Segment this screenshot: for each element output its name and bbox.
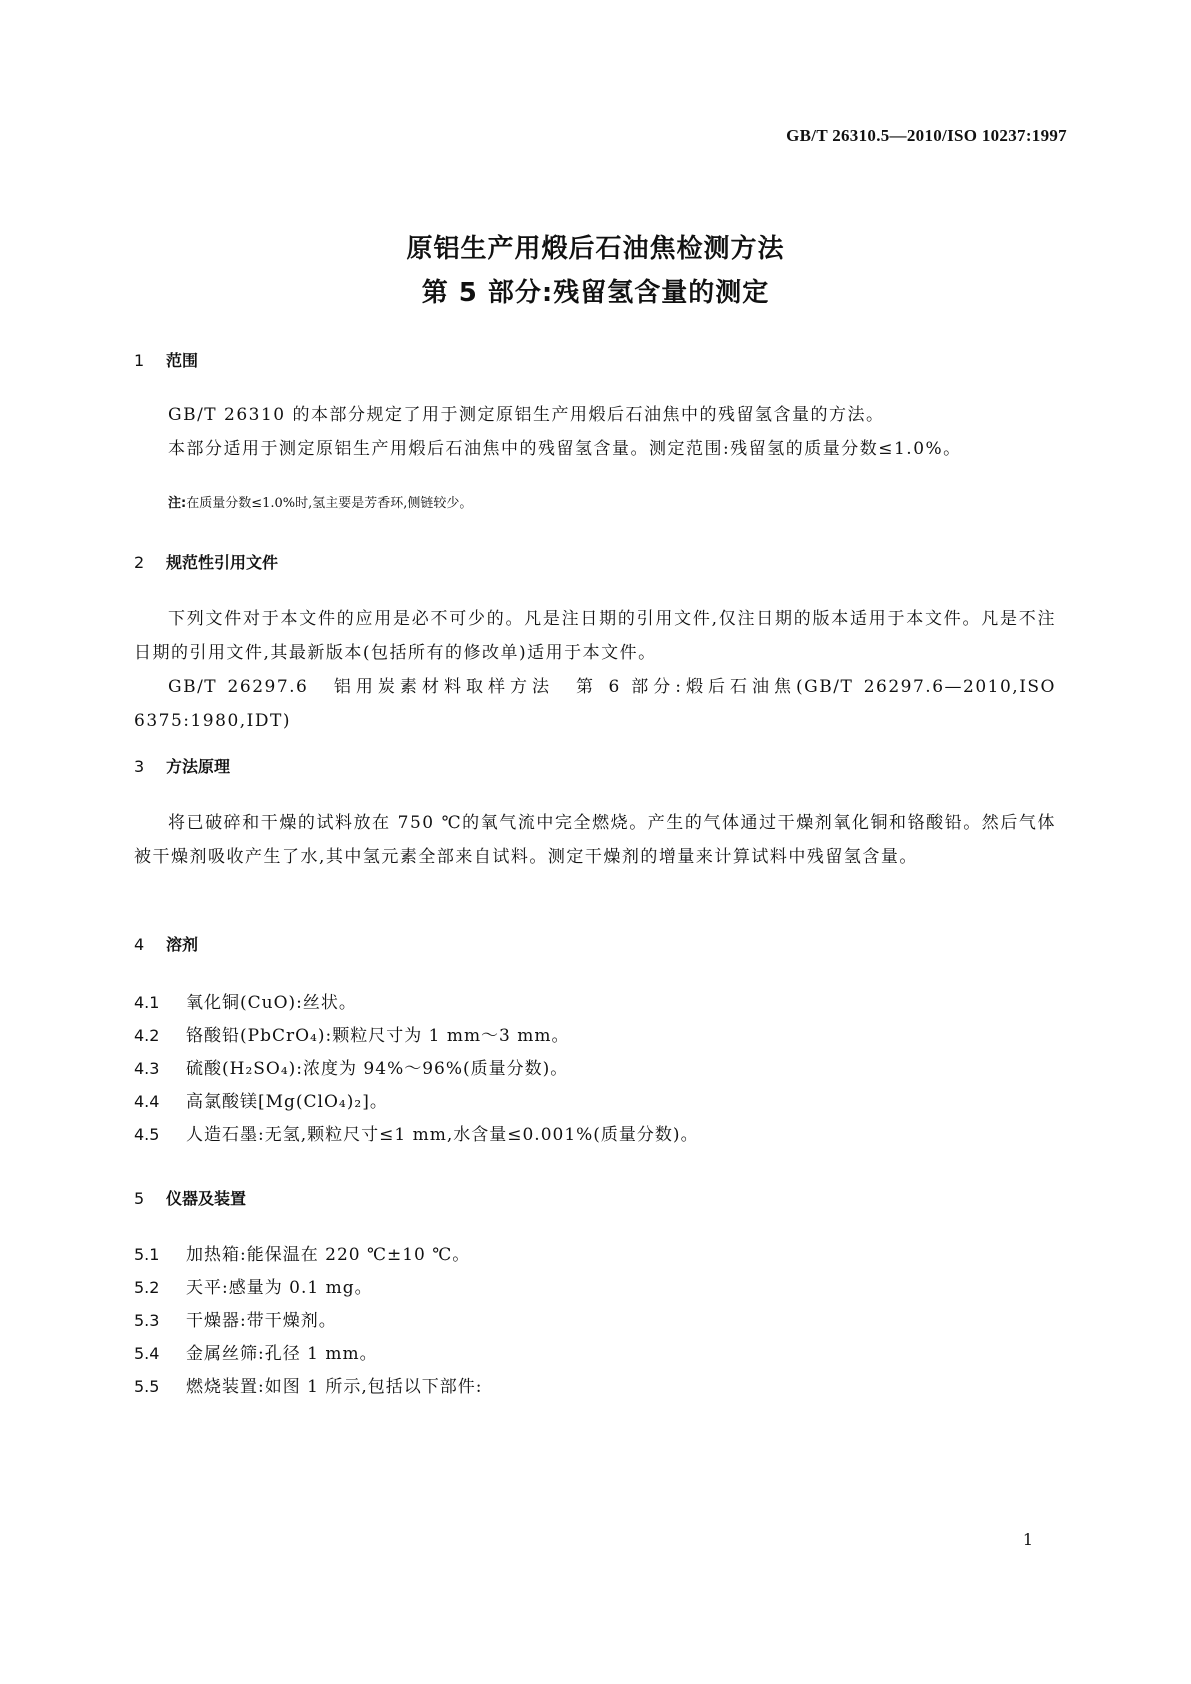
item-text: 天平:感量为 0.1 mg。 [186, 1278, 373, 1298]
item-number: 4.1 [134, 993, 160, 1012]
section-number: 2 [134, 553, 145, 572]
section-number: 5 [134, 1189, 145, 1208]
section-number: 1 [134, 351, 145, 370]
item-number: 4.2 [134, 1026, 160, 1045]
item-number: 5.2 [134, 1278, 160, 1297]
list-item [134, 1339, 378, 1364]
list-item [134, 1372, 482, 1397]
section-number: 3 [134, 757, 145, 776]
section-2-reference: GB/T 26297.6 铝用炭素材料取样方法 第 6 部分:煅后石油焦(GB/T 26297.6—2010,ISO 6375:1980,IDT) [134, 677, 1056, 731]
section-title: 方法原理 [166, 757, 231, 776]
section-title: 规范性引用文件 [166, 553, 279, 572]
item-number: 5.1 [134, 1245, 160, 1264]
list-item [134, 1021, 570, 1046]
list-item [134, 1087, 388, 1112]
item-text: 铬酸铅(PbCrO₄):颗粒尺寸为 1 mm～3 mm。 [186, 1026, 570, 1046]
section-1-heading [134, 348, 198, 371]
section-title: 仪器及装置 [166, 1189, 247, 1208]
item-number: 4.3 [134, 1059, 160, 1078]
item-text: 加热箱:能保温在 220 ℃±10 ℃。 [186, 1245, 471, 1265]
item-text: 氧化铜(CuO):丝状。 [186, 993, 357, 1013]
note-text: 在质量分数≤1.0%时,氢主要是芳香环,侧链较少。 [186, 496, 473, 511]
item-number: 5.5 [134, 1377, 160, 1396]
section-title: 溶剂 [166, 935, 199, 954]
item-number: 4.5 [134, 1125, 160, 1144]
page-number: 1 [1022, 1530, 1033, 1549]
item-text: 金属丝筛:孔径 1 mm。 [186, 1344, 378, 1364]
item-text: 干燥器:带干燥剂。 [186, 1311, 337, 1331]
item-text: 硫酸(H₂SO₄):浓度为 94%～96%(质量分数)。 [186, 1059, 569, 1079]
item-number: 5.3 [134, 1311, 160, 1330]
section-title: 范围 [166, 351, 199, 370]
section-1-paragraph-1: GB/T 26310 的本部分规定了用于测定原铝生产用煅后石油焦中的残留氢含量的方法。 [168, 405, 885, 425]
standard-code: GB/T 26310.5—2010/ISO 10237:1997 [786, 126, 1067, 145]
list-item [134, 1273, 373, 1298]
section-3-paragraph-1: 将已破碎和干燥的试料放在 750 ℃的氧气流中完全燃烧。产生的气体通过干燥剂氧化铜和铬酸铅。然后气体被干燥剂吸收产生了水,其中氢元素全部来自试料。测定干燥剂的增量来计算试料中残留氢含量。 [134, 813, 1056, 867]
list-item [134, 988, 357, 1013]
section-2-heading [134, 550, 278, 573]
list-item [134, 1306, 337, 1331]
document-title-line-1: 原铝生产用煅后石油焦检测方法 [406, 234, 785, 264]
item-text: 高氯酸镁[Mg(ClO₄)₂]。 [186, 1092, 388, 1112]
item-text: 燃烧装置:如图 1 所示,包括以下部件: [186, 1377, 483, 1397]
item-number: 4.4 [134, 1092, 160, 1111]
section-2-paragraph-1: 下列文件对于本文件的应用是必不可少的。凡是注日期的引用文件,仅注日期的版本适用于本文件。凡是不注日期的引用文件,其最新版本(包括所有的修改单)适用于本文件。 [134, 609, 1056, 663]
note-label: 注: [168, 496, 187, 511]
section-4-heading [134, 932, 198, 955]
list-item [134, 1054, 568, 1079]
section-1-note [168, 492, 472, 511]
section-1-paragraph-2: 本部分适用于测定原铝生产用煅后石油焦中的残留氢含量。测定范围:残留氢的质量分数≤1.0%。 [168, 439, 962, 459]
section-3-heading [134, 754, 230, 777]
section-5-heading [134, 1186, 246, 1209]
item-number: 5.4 [134, 1344, 160, 1363]
section-number: 4 [134, 935, 145, 954]
list-item [134, 1120, 699, 1145]
document-title-line-2: 第 5 部分:残留氢含量的测定 [421, 278, 770, 308]
item-text: 人造石墨:无氢,颗粒尺寸≤1 mm,水含量≤0.001%(质量分数)。 [186, 1125, 699, 1145]
list-item [134, 1240, 470, 1265]
